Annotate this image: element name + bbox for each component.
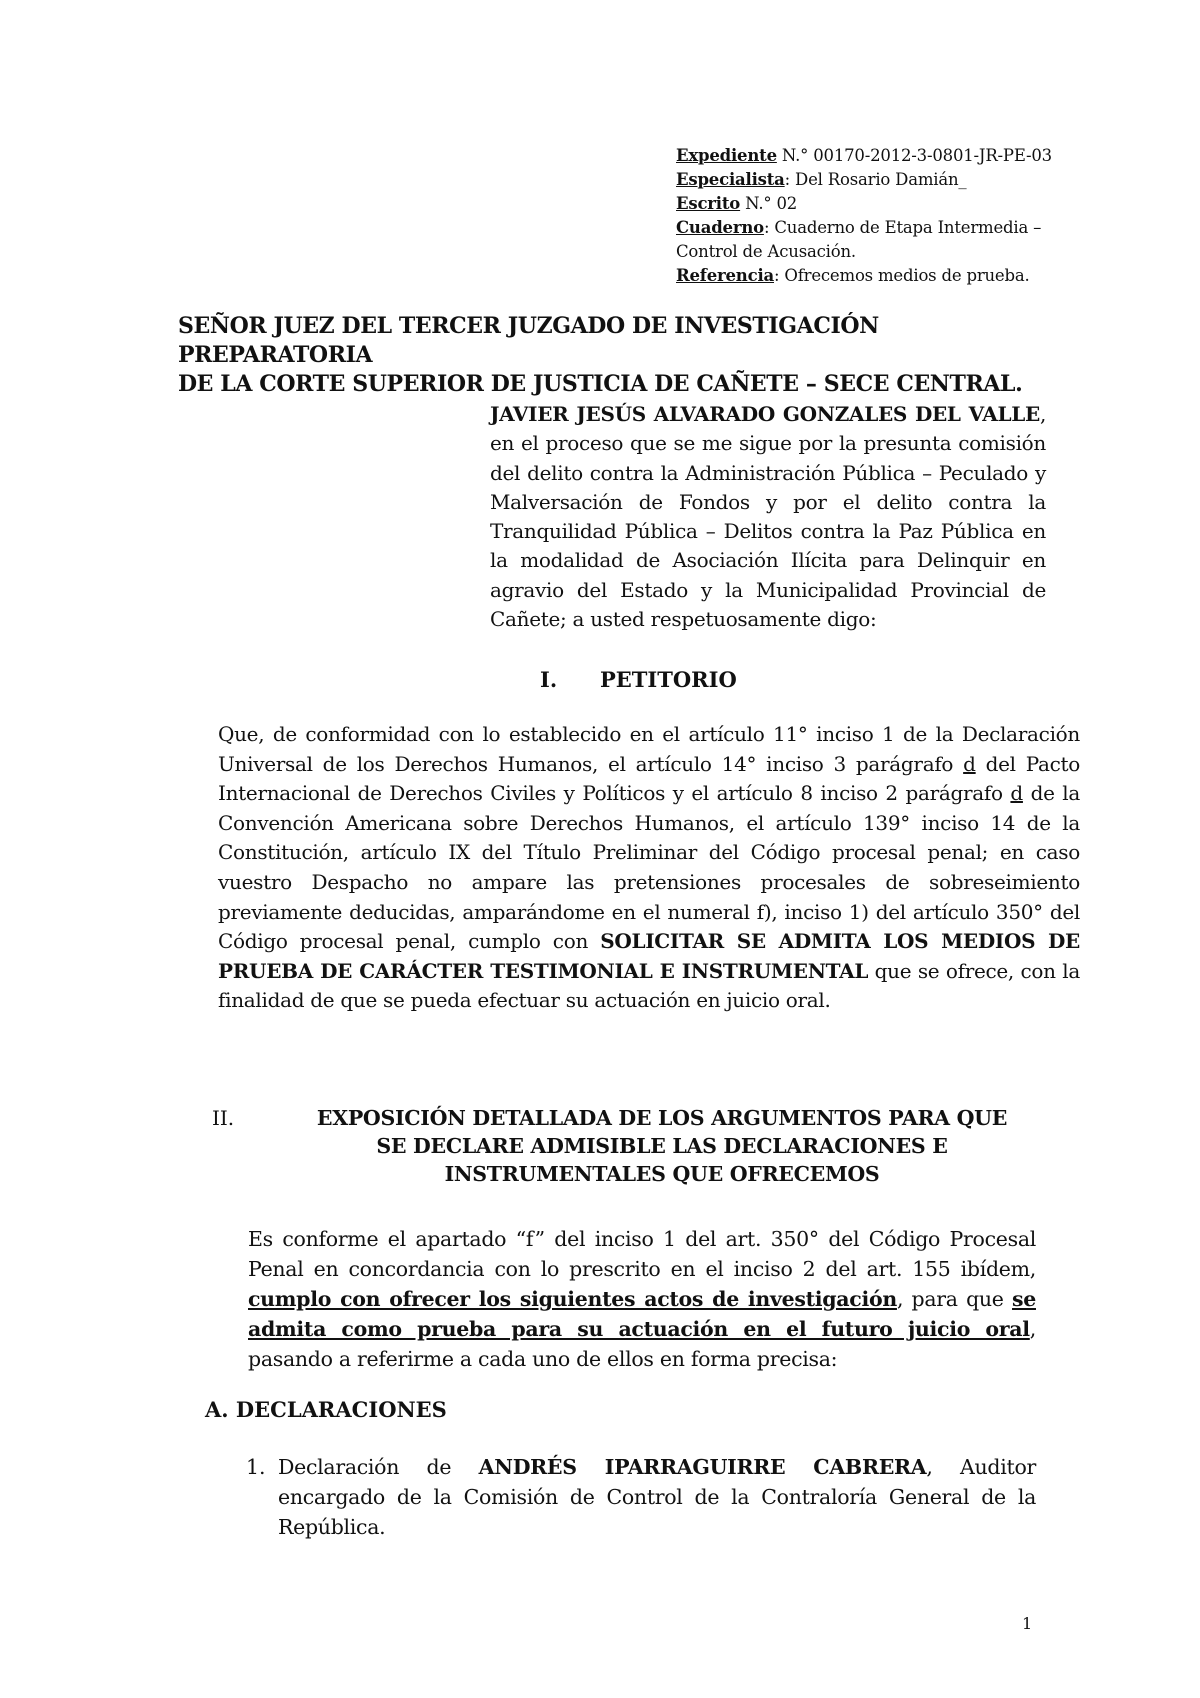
petitorio-text-3: de la Convención Americana sobre Derechos Humanos, el artículo 139° inciso 14 de la Constitución, artículo IX del Título Preliminar del Código procesal penal; en caso vuestro Despacho no ampare las pretensiones procesales de sobreseimiento previamente deducidas, amparándome en el numeral f), inciso 1) del artículo 350° del Código procesal penal, cumplo con — [218, 781, 1081, 954]
item-1-name: ANDRÉS IPARRAGUIRRE CABRERA — [478, 1455, 927, 1479]
section-2-number: II. — [212, 1106, 235, 1130]
exposicion-text-1: Es conforme el apartado “f” del inciso 1 del art. 350° del Código Procesal Penal en concordancia con lo prescrito en el inciso 2 del art. 155 ibídem, — [248, 1227, 1036, 1281]
item-1-number: 1. — [246, 1455, 266, 1479]
section-1-title: PETITORIO — [600, 667, 737, 692]
expediente-label: Expediente — [676, 146, 777, 165]
escrito-line — [676, 192, 1106, 216]
petitorio-d-1: d — [963, 751, 976, 776]
escrito-value: N.° 02 — [740, 194, 798, 213]
exposicion-paragraph — [248, 1224, 1036, 1374]
item-1-paragraph — [278, 1452, 1036, 1542]
exposicion-underlined-1: cumplo con ofrecer los siguientes actos de investigación — [248, 1287, 897, 1311]
cuaderno-label: Cuaderno — [676, 218, 764, 237]
section-2-title-line-2: SE DECLARE ADMISIBLE LAS DECLARACIONES E — [376, 1134, 948, 1158]
referencia-line — [676, 264, 1106, 288]
petitorio-text-1: Que, de conformidad con lo establecido en el artículo 11° inciso 1 de la Declaración Universal de los Derechos Humanos, el artículo 14° inciso 3 parágrafo — [218, 722, 1080, 776]
petitorio-paragraph — [218, 720, 1080, 1016]
expediente-value: N.° 00170-2012-3-0801-JR-PE-03 — [776, 146, 1052, 165]
petitorio-text-4: que se ofrece, con la finalidad de que se pueda efectuar su actuación en juicio oral. — [218, 958, 1080, 1013]
referencia-value: : Ofrecemos medios de prueba. — [774, 266, 1030, 285]
cuaderno-line — [676, 216, 1106, 240]
addressee-line-2: DE LA CORTE SUPERIOR DE JUSTICIA DE CAÑETE – SECE CENTRAL. — [178, 371, 1023, 397]
exposicion-text-3: , pasando a referirme a cada uno de ellos en forma precisa: — [248, 1317, 1036, 1371]
addressee — [178, 312, 1078, 399]
party-paragraph — [490, 400, 1046, 634]
party-name: JAVIER JESÚS ALVARADO GONZALES DEL VALLE — [490, 402, 1040, 426]
item-1-text-2: , Auditor encargado de la Comisión de Control de la Contraloría General de la República. — [278, 1455, 1036, 1539]
addressee-line-1: SEÑOR JUEZ DEL TERCER JUZGADO DE INVESTIGACIÓN PREPARATORIA — [178, 313, 879, 368]
referencia-label: Referencia — [676, 266, 774, 285]
exposicion-underlined-2: se admita como prueba para su actuación en el futuro juicio oral — [248, 1287, 1036, 1341]
cuaderno-line-2: Control de Acusación. — [676, 242, 856, 261]
petitorio-text-2: del Pacto Internacional de Derechos Civiles y Políticos y el artículo 8 inciso 2 parágrafo — [218, 751, 1080, 806]
section-1-heading — [540, 666, 840, 694]
case-header — [676, 144, 1106, 288]
escrito-label: Escrito — [676, 194, 741, 213]
section-1-number: I. — [540, 667, 558, 692]
especialista-value: : Del Rosario Damián_ — [784, 170, 967, 189]
expediente-line — [676, 144, 1106, 168]
section-2-title-line-3: INSTRUMENTALES QUE OFRECEMOS — [444, 1162, 880, 1186]
especialista-label: Especialista — [676, 170, 785, 189]
section-a-heading: A. DECLARACIONES — [205, 1397, 447, 1422]
petitorio-d-2: d — [1010, 781, 1023, 806]
section-2-heading — [272, 1104, 1052, 1188]
cuaderno-value: : Cuaderno de Etapa Intermedia – — [763, 218, 1042, 237]
item-1-text-1: Declaración de — [278, 1455, 479, 1479]
party-text: , en el proceso que se me sigue por la presunta comisión del delito contra la Administración Pública – Peculado y Malversación de Fondos y por el delito contra la Tranquilidad Pública – Delitos contra la Paz Pública en la modalidad de Asociación Ilícita para Delinquir en agravio del Estado y la Municipalidad Provincial de Cañete; a usted respetuosamente digo: — [490, 402, 1046, 632]
petitorio-bold: SOLICITAR SE ADMITA LOS MEDIOS DE PRUEBA DE CARÁCTER TESTIMONIAL E INSTRUMENTAL — [218, 929, 1081, 983]
section-2-title-line-1: EXPOSICIÓN DETALLADA DE LOS ARGUMENTOS PARA QUE — [316, 1106, 1008, 1130]
especialista-line — [676, 168, 1106, 192]
exposicion-text-2: , para que — [896, 1287, 1013, 1311]
page-number: 1 — [1022, 1614, 1033, 1633]
